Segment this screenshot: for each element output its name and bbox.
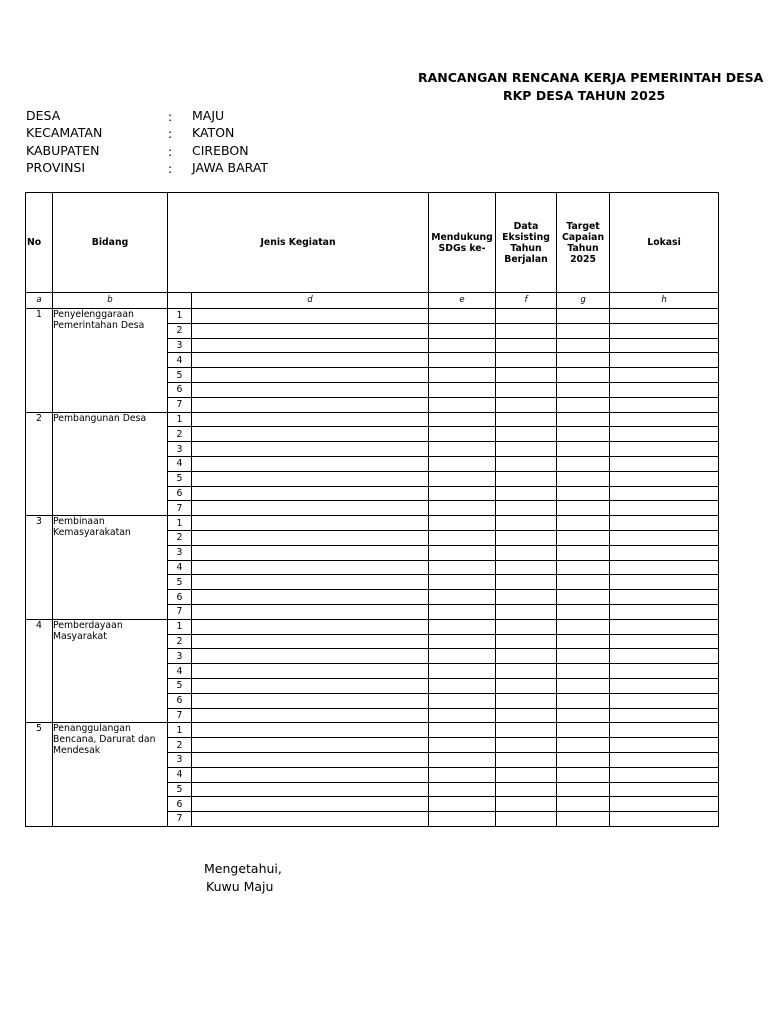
sdgs-cell <box>429 812 496 827</box>
data-eksisting-cell <box>496 575 557 590</box>
sdgs-cell <box>429 338 496 353</box>
info-value: CIREBON <box>192 142 249 158</box>
target-capaian-cell <box>557 338 610 353</box>
data-eksisting-cell <box>496 560 557 575</box>
data-eksisting-cell <box>496 456 557 471</box>
column-letter: b <box>53 293 168 309</box>
target-capaian-cell <box>557 368 610 383</box>
data-eksisting-cell <box>496 338 557 353</box>
data-eksisting-cell <box>496 486 557 501</box>
info-colon: : <box>168 160 173 176</box>
sdgs-cell <box>429 309 496 324</box>
sdgs-cell <box>429 797 496 812</box>
target-capaian-cell <box>557 442 610 457</box>
column-letter-row <box>26 293 719 309</box>
header-jenis-kegiatan: Jenis Kegiatan <box>168 193 429 293</box>
target-capaian-cell <box>557 486 610 501</box>
target-capaian-cell <box>557 575 610 590</box>
jenis-kegiatan-cell <box>192 767 429 782</box>
jenis-kegiatan-cell <box>192 442 429 457</box>
lokasi-cell <box>610 560 719 575</box>
column-letter: e <box>429 293 496 309</box>
target-capaian-cell <box>557 797 610 812</box>
jenis-kegiatan-cell <box>192 782 429 797</box>
lokasi-cell <box>610 604 719 619</box>
target-capaian-cell <box>557 530 610 545</box>
data-eksisting-cell <box>496 634 557 649</box>
jenis-kegiatan-cell <box>192 456 429 471</box>
column-letter: d <box>192 293 429 309</box>
table-header-row <box>26 193 719 293</box>
sdgs-cell <box>429 412 496 427</box>
rkp-table <box>25 192 719 827</box>
data-eksisting-cell <box>496 501 557 516</box>
row-number: 3 <box>168 649 192 664</box>
target-capaian-cell <box>557 723 610 738</box>
sdgs-cell <box>429 782 496 797</box>
row-number: 3 <box>168 545 192 560</box>
row-number: 1 <box>168 516 192 531</box>
sdgs-cell <box>429 619 496 634</box>
jenis-kegiatan-cell <box>192 664 429 679</box>
row-number: 2 <box>168 738 192 753</box>
row-number: 3 <box>168 442 192 457</box>
sdgs-cell <box>429 516 496 531</box>
row-number: 7 <box>168 604 192 619</box>
sdgs-cell <box>429 604 496 619</box>
data-eksisting-cell <box>496 590 557 605</box>
target-capaian-cell <box>557 309 610 324</box>
lokasi-cell <box>610 664 719 679</box>
lokasi-cell <box>610 797 719 812</box>
jenis-kegiatan-cell <box>192 693 429 708</box>
sdgs-cell <box>429 678 496 693</box>
row-number: 6 <box>168 693 192 708</box>
target-capaian-cell <box>557 619 610 634</box>
data-eksisting-cell <box>496 412 557 427</box>
table-row <box>26 516 719 531</box>
jenis-kegiatan-cell <box>192 486 429 501</box>
row-number: 7 <box>168 812 192 827</box>
jenis-kegiatan-cell <box>192 338 429 353</box>
row-number: 6 <box>168 797 192 812</box>
sdgs-cell <box>429 427 496 442</box>
target-capaian-cell <box>557 427 610 442</box>
info-value: KATON <box>192 125 235 141</box>
data-eksisting-cell <box>496 752 557 767</box>
title-line-2: RKP DESA TAHUN 2025 <box>503 88 666 103</box>
data-eksisting-cell <box>496 516 557 531</box>
table-row <box>26 619 719 634</box>
data-eksisting-cell <box>496 708 557 723</box>
row-number: 2 <box>168 634 192 649</box>
data-eksisting-cell <box>496 309 557 324</box>
jenis-kegiatan-cell <box>192 604 429 619</box>
jenis-kegiatan-cell <box>192 649 429 664</box>
jenis-kegiatan-cell <box>192 323 429 338</box>
info-colon: : <box>168 109 173 124</box>
column-letter-blank <box>168 293 192 309</box>
jenis-kegiatan-cell <box>192 368 429 383</box>
column-letter: h <box>610 293 719 309</box>
sdgs-cell <box>429 545 496 560</box>
target-capaian-cell <box>557 812 610 827</box>
table-row <box>26 723 719 738</box>
data-eksisting-cell <box>496 812 557 827</box>
lokasi-cell <box>610 590 719 605</box>
info-label: PROVINSI <box>26 159 86 175</box>
row-number: 4 <box>168 560 192 575</box>
jenis-kegiatan-cell <box>192 619 429 634</box>
lokasi-cell <box>610 516 719 531</box>
sdgs-cell <box>429 693 496 708</box>
lokasi-cell <box>610 619 719 634</box>
data-eksisting-cell <box>496 604 557 619</box>
header-data-eksisting: Data Eksisting Tahun Berjalan <box>496 193 557 293</box>
sdgs-cell <box>429 501 496 516</box>
row-number: 1 <box>168 412 192 427</box>
info-colon: : <box>168 143 173 159</box>
target-capaian-cell <box>557 382 610 397</box>
info-label: KABUPATEN <box>26 142 100 158</box>
lokasi-cell <box>610 678 719 693</box>
sdgs-cell <box>429 664 496 679</box>
row-number: 5 <box>168 368 192 383</box>
sdgs-cell <box>429 590 496 605</box>
table-row <box>26 412 719 427</box>
sdgs-cell <box>429 767 496 782</box>
lokasi-cell <box>610 353 719 368</box>
target-capaian-cell <box>557 560 610 575</box>
data-eksisting-cell <box>496 797 557 812</box>
jenis-kegiatan-cell <box>192 752 429 767</box>
target-capaian-cell <box>557 545 610 560</box>
data-eksisting-cell <box>496 382 557 397</box>
sdgs-cell <box>429 575 496 590</box>
jenis-kegiatan-cell <box>192 590 429 605</box>
data-eksisting-cell <box>496 649 557 664</box>
data-eksisting-cell <box>496 545 557 560</box>
row-number: 7 <box>168 708 192 723</box>
row-number: 4 <box>168 353 192 368</box>
jenis-kegiatan-cell <box>192 708 429 723</box>
section-bidang: Pemberdayaan Masyarakat <box>53 619 168 723</box>
sdgs-cell <box>429 471 496 486</box>
row-number: 6 <box>168 486 192 501</box>
header-target-capaian: Target Capaian Tahun 2025 <box>557 193 610 293</box>
lokasi-cell <box>610 812 719 827</box>
row-number: 2 <box>168 323 192 338</box>
lokasi-cell <box>610 486 719 501</box>
target-capaian-cell <box>557 738 610 753</box>
jenis-kegiatan-cell <box>192 309 429 324</box>
target-capaian-cell <box>557 752 610 767</box>
target-capaian-cell <box>557 664 610 679</box>
row-number: 4 <box>168 767 192 782</box>
lokasi-cell <box>610 338 719 353</box>
jenis-kegiatan-cell <box>192 427 429 442</box>
row-number: 6 <box>168 382 192 397</box>
jenis-kegiatan-cell <box>192 575 429 590</box>
lokasi-cell <box>610 649 719 664</box>
info-colon: : <box>168 126 173 142</box>
row-number: 3 <box>168 752 192 767</box>
jenis-kegiatan-cell <box>192 412 429 427</box>
title-line-1: RANCANGAN RENCANA KERJA PEMERINTAH DESA <box>418 70 764 85</box>
lokasi-cell <box>610 397 719 412</box>
target-capaian-cell <box>557 412 610 427</box>
row-number: 5 <box>168 471 192 486</box>
sdgs-cell <box>429 353 496 368</box>
document-title <box>418 68 768 108</box>
table-body <box>26 309 719 827</box>
jenis-kegiatan-cell <box>192 797 429 812</box>
data-eksisting-cell <box>496 664 557 679</box>
row-number: 7 <box>168 501 192 516</box>
section-number: 2 <box>26 412 53 516</box>
data-eksisting-cell <box>496 693 557 708</box>
lokasi-cell <box>610 575 719 590</box>
row-number: 4 <box>168 664 192 679</box>
data-eksisting-cell <box>496 323 557 338</box>
lokasi-cell <box>610 530 719 545</box>
sdgs-cell <box>429 456 496 471</box>
row-number: 5 <box>168 782 192 797</box>
target-capaian-cell <box>557 397 610 412</box>
row-number: 5 <box>168 678 192 693</box>
sdgs-cell <box>429 723 496 738</box>
data-eksisting-cell <box>496 353 557 368</box>
section-number: 1 <box>26 309 53 413</box>
lokasi-cell <box>610 442 719 457</box>
jenis-kegiatan-cell <box>192 634 429 649</box>
jenis-kegiatan-cell <box>192 501 429 516</box>
lokasi-cell <box>610 412 719 427</box>
data-eksisting-cell <box>496 427 557 442</box>
info-label: DESA <box>26 108 61 123</box>
sdgs-cell <box>429 486 496 501</box>
column-letter: a <box>26 293 53 309</box>
lokasi-cell <box>610 545 719 560</box>
section-bidang: Pembinaan Kemasyarakatan <box>53 516 168 620</box>
jenis-kegiatan-cell <box>192 397 429 412</box>
row-number: 4 <box>168 456 192 471</box>
target-capaian-cell <box>557 456 610 471</box>
data-eksisting-cell <box>496 767 557 782</box>
section-bidang: Pembangunan Desa <box>53 412 168 516</box>
jenis-kegiatan-cell <box>192 545 429 560</box>
target-capaian-cell <box>557 634 610 649</box>
sdgs-cell <box>429 708 496 723</box>
lokasi-cell <box>610 309 719 324</box>
target-capaian-cell <box>557 767 610 782</box>
row-number: 1 <box>168 309 192 324</box>
sdgs-cell <box>429 323 496 338</box>
column-letter: g <box>557 293 610 309</box>
data-eksisting-cell <box>496 723 557 738</box>
row-number: 1 <box>168 723 192 738</box>
lokasi-cell <box>610 323 719 338</box>
target-capaian-cell <box>557 782 610 797</box>
target-capaian-cell <box>557 604 610 619</box>
info-value: MAJU <box>192 108 225 123</box>
lokasi-cell <box>610 634 719 649</box>
sdgs-cell <box>429 738 496 753</box>
lokasi-cell <box>610 456 719 471</box>
sdgs-cell <box>429 368 496 383</box>
jenis-kegiatan-cell <box>192 678 429 693</box>
sdgs-cell <box>429 397 496 412</box>
lokasi-cell <box>610 382 719 397</box>
header-sdgs: Mendukung SDGs ke- <box>429 193 496 293</box>
target-capaian-cell <box>557 678 610 693</box>
data-eksisting-cell <box>496 782 557 797</box>
row-number: 5 <box>168 575 192 590</box>
jenis-kegiatan-cell <box>192 382 429 397</box>
jenis-kegiatan-cell <box>192 353 429 368</box>
target-capaian-cell <box>557 649 610 664</box>
section-bidang: Penanggulangan Bencana, Darurat dan Mendesak <box>53 723 168 827</box>
jenis-kegiatan-cell <box>192 560 429 575</box>
sdgs-cell <box>429 634 496 649</box>
row-number: 3 <box>168 338 192 353</box>
lokasi-cell <box>610 723 719 738</box>
column-letter: f <box>496 293 557 309</box>
jenis-kegiatan-cell <box>192 471 429 486</box>
lokasi-cell <box>610 767 719 782</box>
lokasi-cell <box>610 693 719 708</box>
row-number: 2 <box>168 530 192 545</box>
info-value: JAWA BARAT <box>192 159 269 175</box>
signature-line-2: Kuwu Maju <box>206 879 274 894</box>
header-lokasi: Lokasi <box>610 193 719 293</box>
data-eksisting-cell <box>496 738 557 753</box>
target-capaian-cell <box>557 708 610 723</box>
section-bidang: Penyelenggaraan Pemerintahan Desa <box>53 309 168 413</box>
signature-line-1: Mengetahui, <box>204 861 282 876</box>
target-capaian-cell <box>557 323 610 338</box>
section-number: 3 <box>26 516 53 620</box>
data-eksisting-cell <box>496 397 557 412</box>
lokasi-cell <box>610 427 719 442</box>
data-eksisting-cell <box>496 442 557 457</box>
target-capaian-cell <box>557 693 610 708</box>
lokasi-cell <box>610 738 719 753</box>
sdgs-cell <box>429 649 496 664</box>
target-capaian-cell <box>557 501 610 516</box>
data-eksisting-cell <box>496 678 557 693</box>
data-eksisting-cell <box>496 530 557 545</box>
data-eksisting-cell <box>496 619 557 634</box>
header-no: No <box>26 193 53 293</box>
jenis-kegiatan-cell <box>192 723 429 738</box>
target-capaian-cell <box>557 590 610 605</box>
lokasi-cell <box>610 782 719 797</box>
lokasi-cell <box>610 708 719 723</box>
section-number: 4 <box>26 619 53 723</box>
row-number: 7 <box>168 397 192 412</box>
section-number: 5 <box>26 723 53 827</box>
sdgs-cell <box>429 752 496 767</box>
jenis-kegiatan-cell <box>192 812 429 827</box>
target-capaian-cell <box>557 353 610 368</box>
sdgs-cell <box>429 442 496 457</box>
table-row <box>26 309 719 324</box>
row-number: 6 <box>168 590 192 605</box>
target-capaian-cell <box>557 471 610 486</box>
info-label: KECAMATAN <box>26 125 103 141</box>
row-number: 2 <box>168 427 192 442</box>
sdgs-cell <box>429 560 496 575</box>
jenis-kegiatan-cell <box>192 530 429 545</box>
jenis-kegiatan-cell <box>192 516 429 531</box>
jenis-kegiatan-cell <box>192 738 429 753</box>
row-number: 1 <box>168 619 192 634</box>
lokasi-cell <box>610 471 719 486</box>
data-eksisting-cell <box>496 471 557 486</box>
data-eksisting-cell <box>496 368 557 383</box>
target-capaian-cell <box>557 516 610 531</box>
sdgs-cell <box>429 382 496 397</box>
lokasi-cell <box>610 752 719 767</box>
header-bidang: Bidang <box>53 193 168 293</box>
lokasi-cell <box>610 501 719 516</box>
signature-block <box>204 860 282 896</box>
sdgs-cell <box>429 530 496 545</box>
lokasi-cell <box>610 368 719 383</box>
